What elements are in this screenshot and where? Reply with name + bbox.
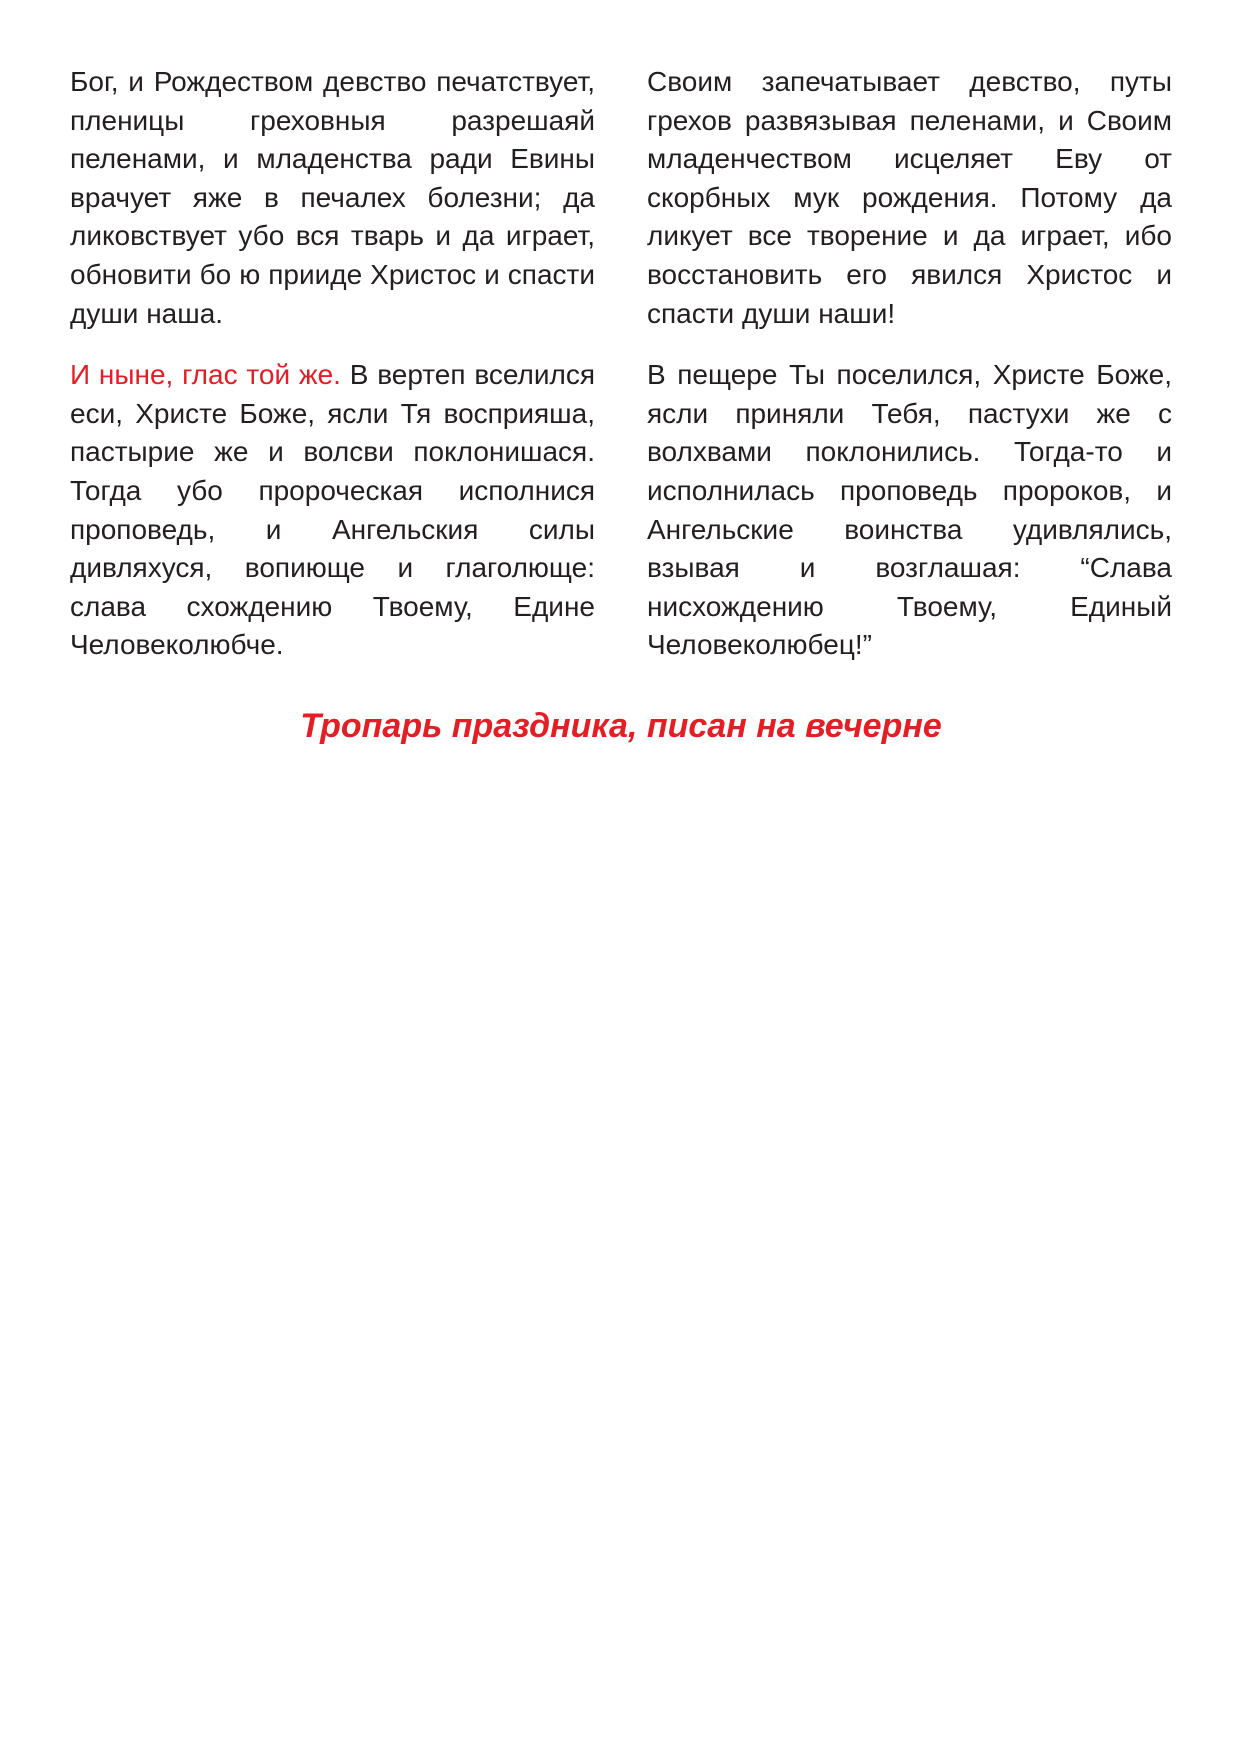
slavonic-paragraph xyxy=(70,63,595,333)
slavonic-text: Бог, и Рождеством девство печатствует, пленицы греховныя разрешаяй пеленами, и младенства ради Евины врачует яже в печалех болезни; да ликовствует убо вся тварь и да играет, обновити бо ю прииде Христос и спасти души наша. xyxy=(70,66,595,329)
slavonic-text: В вертеп вселился еси, Христе Боже, ясли Тя восприяша, пастырие же и волсви поклонишася. Тогда убо пророческая исполнися проповедь, и Ангельския силы дивляхуся, вопиюще и глаголюще: слава схождению Твоему, Едине Человеколюбче. xyxy=(70,359,595,661)
parallel-text-columns xyxy=(70,63,1172,688)
rubric-lead: И ныне, глас той же. xyxy=(70,359,341,391)
paragraph-row xyxy=(70,63,1172,333)
paragraph-row xyxy=(70,356,1172,665)
section-heading: Тропарь праздника, писан на вечерне xyxy=(300,707,942,745)
russian-paragraph: В пещере Ты поселился, Христе Боже, ясли приняли Тебя, пастухи же с волхвами поклонились. Тогда-то и исполнилась проповедь пророков, и Ангельские воинства удивлялись, взывая и возглашая: “Слава нисхождению Твоему, Единый Человеколюбец!” xyxy=(647,359,1172,661)
slavonic-paragraph xyxy=(70,356,595,665)
russian-paragraph: Своим запечатывает девство, путы грехов развязывая пеленами, и Своим младенчеством исцеляет Еву от скорбных мук рождения. Потому да ликует все творение и да играет, ибо восстановить его явился Христос и спасти души наши! xyxy=(647,66,1172,329)
